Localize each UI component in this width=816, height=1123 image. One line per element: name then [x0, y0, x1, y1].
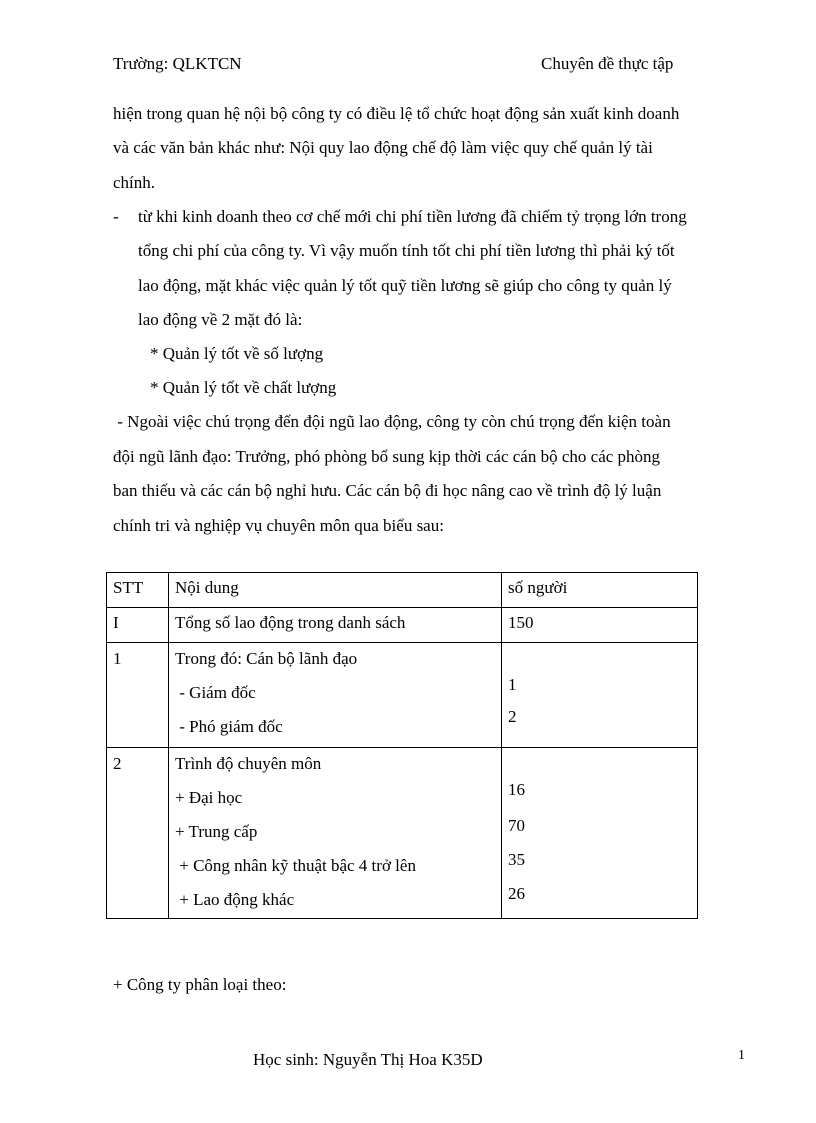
row-count: 150 [508, 613, 534, 632]
row-count: 1 [508, 675, 517, 694]
row-count: 26 [508, 884, 525, 903]
body-line: chính. [113, 173, 156, 192]
row-line: + Đại học [175, 788, 243, 807]
table-header-cell [169, 573, 502, 608]
bullet-line: tổng chi phí của công ty. Vì vậy muốn tính tốt chi phí tiền lương thì phải ký tốt [138, 241, 675, 260]
table-header-cell [107, 573, 169, 608]
page-number: 1 [738, 1048, 745, 1063]
row-line: - Giám đốc [175, 683, 256, 702]
header-content: Nội dung [175, 578, 239, 597]
staff-table [106, 572, 698, 919]
row-line: - Phó giám đốc [175, 717, 283, 736]
header-stt: STT [113, 578, 144, 597]
star-item: * Quản lý tốt về số lượng [150, 344, 324, 363]
table-cell [169, 608, 502, 643]
table-cell [169, 748, 502, 919]
bullet-line: lao động về 2 mặt đó là: [138, 310, 303, 329]
row-count: 70 [508, 816, 525, 835]
table-cell [502, 643, 698, 748]
bullet-line: lao động, mặt khác việc quản lý tốt quỹ tiền lương sẽ giúp cho công ty quản lý [138, 276, 672, 295]
row-line: + Lao động khác [175, 890, 295, 909]
bullet-line: từ khi kinh doanh theo cơ chế mới chi phí tiền lương đã chiếm tỷ trọng lớn trong [138, 207, 687, 226]
row-count: 16 [508, 780, 525, 799]
footer-student: Học sinh: Nguyễn Thị Hoa K35D [253, 1050, 483, 1069]
body-line: ban thiếu và các cán bộ nghỉ hưu. Các cán bộ đi học nâng cao về trình độ lý luận [113, 481, 662, 500]
table-row [107, 748, 698, 919]
row-stt: 1 [113, 649, 122, 668]
row-line: + Công nhân kỹ thuật bậc 4 trở lên [175, 856, 416, 875]
row-count: 2 [508, 707, 517, 726]
body-line: chính tri và nghiệp vụ chuyên môn qua biểu sau: [113, 516, 444, 535]
table-cell [107, 608, 169, 643]
row-count: 35 [508, 850, 525, 869]
body-line: hiện trong quan hệ nội bộ công ty có điều lệ tổ chức hoạt động sản xuất kinh doanh [113, 104, 680, 123]
table-cell [502, 608, 698, 643]
star-item: * Quản lý tốt về chất lượng [150, 378, 337, 397]
table-cell [169, 643, 502, 748]
table-row [107, 608, 698, 643]
row-line: Trình độ chuyên môn [175, 754, 322, 773]
table-cell [107, 643, 169, 748]
table-cell [107, 748, 169, 919]
header-count: số người [508, 578, 568, 597]
row-stt: I [113, 613, 119, 632]
header-title: Chuyên đề thực tập [541, 54, 674, 73]
table-cell [502, 748, 698, 919]
table-row [107, 643, 698, 748]
header-school: Trường: QLKTCN [113, 54, 242, 73]
body-line: - Ngoài việc chú trọng đến đội ngũ lao động, công ty còn chú trọng đến kiện toàn [113, 412, 671, 431]
row-line: Trong đó: Cán bộ lãnh đạo [175, 649, 358, 668]
table-header-row [107, 573, 698, 608]
row-line: + Trung cấp [175, 822, 258, 841]
row-stt: 2 [113, 754, 122, 773]
bullet-marker: - [113, 207, 119, 226]
table-header-cell [502, 573, 698, 608]
body-line: đội ngũ lãnh đạo: Trưởng, phó phòng bổ sung kịp thời các cán bộ cho các phòng [113, 447, 661, 466]
body-line: và các văn bản khác như: Nội quy lao động chế độ làm việc quy chế quản lý tài [113, 138, 653, 157]
row-content: Tổng số lao động trong danh sách [175, 613, 406, 632]
closing-line: + Công ty phân loại theo: [113, 975, 287, 994]
